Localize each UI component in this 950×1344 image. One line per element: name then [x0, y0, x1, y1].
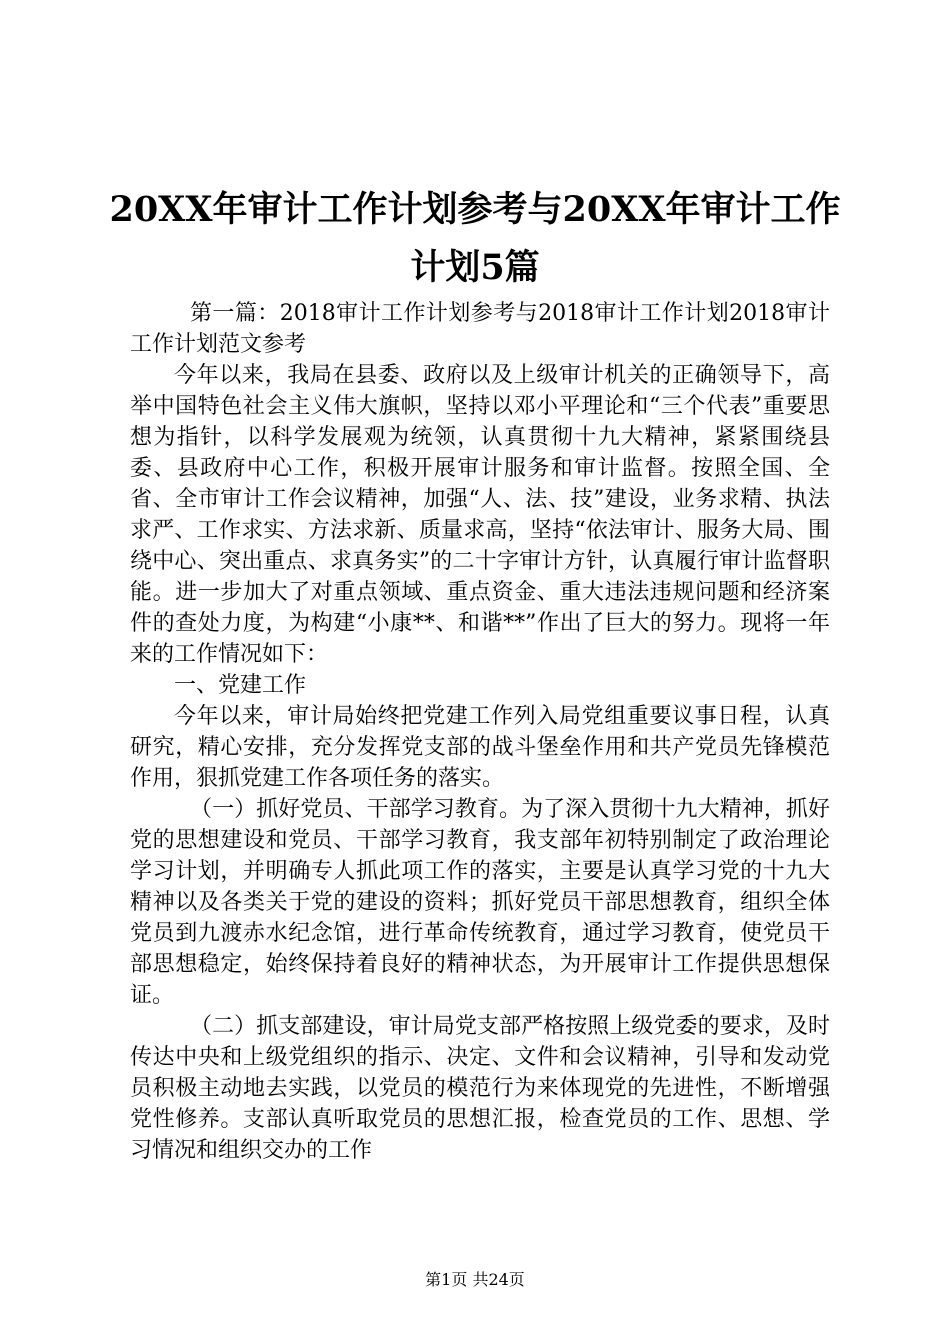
document-body [130, 298, 830, 1166]
paragraph-party-building: 今年以来，审计局始终把党建工作列入局党组重要议事日程，认真研究，精心安排，充分发挥党支部的战斗堡垒作用和共产党员先锋模范作用，狠抓党建工作各项任务的落实。 [130, 704, 830, 791]
document-title-line-2: 计划5篇 [410, 247, 540, 288]
section-heading-party-building: 一、党建工作 [174, 673, 307, 698]
document-title-line-1: 20XX年审计工作计划参考与20XX年审计工作 [109, 189, 841, 230]
paragraph-study-education: （一）抓好党员、干部学习教育。为了深入贯彻十九大精神，抓好党的思想建设和党员、干部学习教育，我支部年初特别制定了政治理论学习计划，并明确专人抓此项工作的落实，主要是认真学习党的十九大精神以及各类关于党的建设的资料；抓好党员干部思想教育，组织全体党员到九渡赤水纪念馆，进行革命传统教育，通过学习教育，使党员干部思想稳定，始终保持着良好的精神状态，为开展审计工作提供思想保证。 [130, 797, 830, 1008]
page-footer: 第1页 共24页 [425, 1270, 525, 1289]
paragraph-intro: 今年以来，我局在县委、政府以及上级审计机关的正确领导下，高举中国特色社会主义伟大旗帜，坚持以邓小平理论和“三个代表”重要思想为指针，以科学发展观为统领，认真贯彻十九大精神，紧紧围绕县委、县政府中心工作，积极开展审计服务和审计监督。按照全国、全省、全市审计工作会议精神，加强“人、法、技”建设，业务求精、执法求严、工作求实、方法求新、质量求高，坚持“依法审计、服务大局、围绕中心、突出重点、求真务实”的二十字审计方针，认真履行审计监督职能。进一步加大了对重点领域、重点资金、重大违法违规问题和经济案件的查处力度，为构建“小康**、和谐**”作出了巨大的努力。现将一年来的工作情况如下： [130, 363, 830, 667]
paragraph-chapter-heading: 第一篇：2018审计工作计划参考与2018审计工作计划2018审计工作计划范文参考 [130, 301, 830, 357]
paragraph-branch-building: （二）抓支部建设，审计局党支部严格按照上级党委的要求，及时传达中央和上级党组织的指示、决定、文件和会议精神，引导和发动党员积极主动地去实践，以党员的模范行为来体现党的先进性，不断增强党性修养。支部认真听取党员的思想汇报，检查党员的工作、思想、学习情况和组织交办的工作 [130, 1014, 830, 1163]
